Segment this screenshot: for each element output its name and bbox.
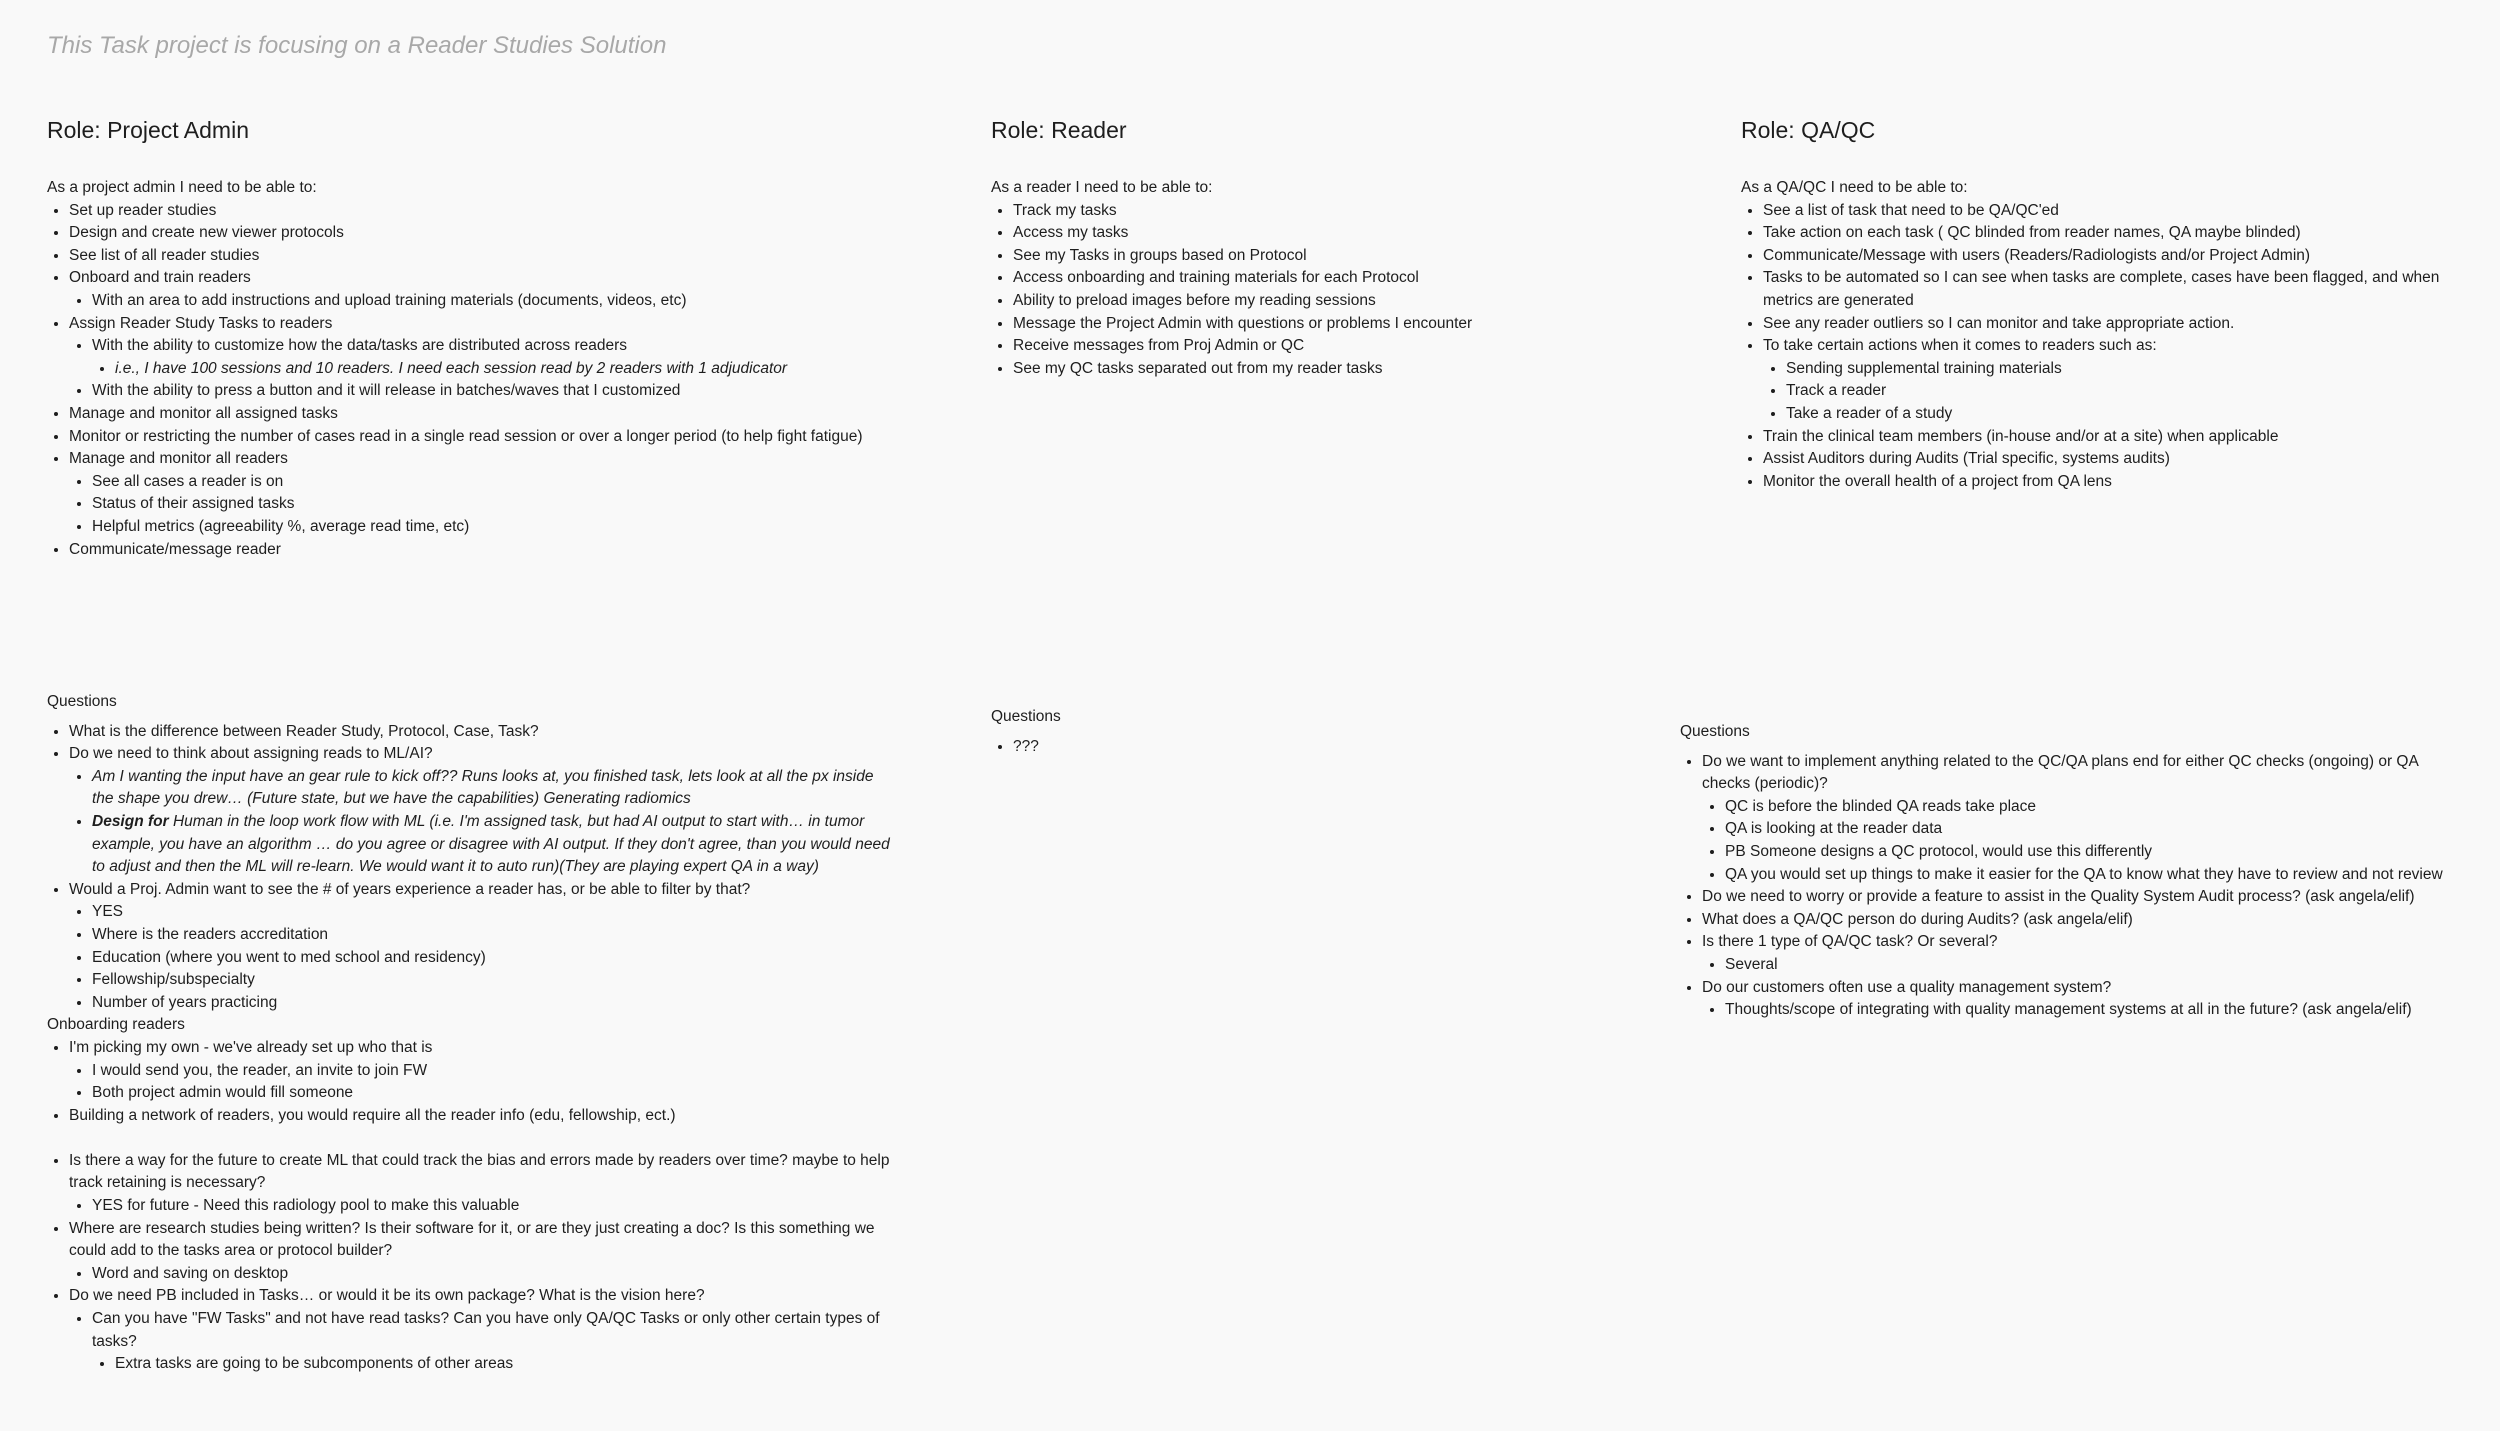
- role-reader-intro: As a reader I need to be able to:: [991, 179, 1213, 196]
- list-item: • QA is looking at the reader data: [1725, 818, 2470, 841]
- list-item: • YES: [92, 901, 892, 924]
- list-item-text: Can you have "FW Tasks" and not have read tasks? Can you have only QA/QC Tasks or only other certain types of tasks?: [92, 1310, 880, 1350]
- list-item: • What does a QA/QC person do during Audits? (ask angela/elif): [1702, 909, 2470, 932]
- list-item: • Take a reader of a study: [1786, 403, 2471, 426]
- list-item: • What is the difference between Reader Study, Protocol, Case, Task?: [69, 721, 892, 744]
- list-item: • Take action on each task ( QC blinded from reader names, QA maybe blinded): [1763, 222, 2471, 245]
- list-item: • Communicate/Message with users (Readers/Radiologists and/or Project Admin): [1763, 245, 2471, 268]
- list-item: • Monitor the overall health of a project from QA lens: [1763, 471, 2471, 494]
- list-item: • Where is the readers accreditation: [92, 924, 892, 947]
- list-item: [1763, 335, 2471, 425]
- list-item: • Manage and monitor all assigned tasks: [69, 403, 927, 426]
- list-item-text: Is there a way for the future to create ML that could track the bias and errors made by readers over time? maybe to help track retaining is necessary?: [69, 1151, 890, 1192]
- list-item: [69, 743, 892, 879]
- list-item: [69, 1037, 892, 1105]
- list-item-text: Human in the loop work flow with ML (i.e. I'm assigned task, but had AI output to start with… in tumor example, you have an algorithm … do you agree or disagree with AI output. If they don't agree, than you would need to adjust and then the ML will re-learn. We would want it to auto run)(They are playing expert QA in a way): [92, 812, 890, 876]
- onboarding-heading: Onboarding readers: [47, 1016, 185, 1034]
- list-item: [69, 448, 927, 538]
- list-item: • Building a network of readers, you would require all the reader info (edu, fellowship, ect.): [69, 1105, 892, 1128]
- role-qa-intro: As a QA/QC I need to be able to:: [1741, 179, 1968, 196]
- list-item: • Track my tasks: [1013, 200, 1551, 223]
- list-item: • Access onboarding and training materials for each Protocol: [1013, 267, 1551, 290]
- list-item: • Communicate/message reader: [69, 539, 927, 562]
- admin-questions-list: [47, 721, 892, 1015]
- list-item: [69, 1150, 892, 1218]
- list-item-text: Do we want to implement anything related to the QC/QA plans end for either QC checks (ongoing) or QA checks (periodic)?: [1702, 752, 2418, 793]
- list-item: • See a list of task that need to be QA/QC'ed: [1763, 200, 2471, 223]
- role-admin-title: Role: Project Admin: [47, 117, 249, 143]
- list-item: • With an area to add instructions and upload training materials (documents, videos, etc): [92, 290, 927, 313]
- list-item: [1702, 751, 2470, 887]
- role-admin-intro: As a project admin I need to be able to:: [47, 179, 317, 196]
- list-item: • Receive messages from Proj Admin or QC: [1013, 335, 1551, 358]
- role-reader-section: [991, 115, 1551, 380]
- list-item: [92, 335, 927, 380]
- list-item: • QA you would set up things to make it easier for the QA to know what they have to review and not review: [1725, 864, 2470, 887]
- list-item: • Sending supplemental training materials: [1786, 358, 2471, 381]
- onboarding-list: [47, 1037, 892, 1127]
- questions-heading: Questions: [47, 693, 117, 710]
- reader-needs-list: [991, 200, 1551, 381]
- list-item-text: Do our customers often use a quality management system?: [1702, 978, 2112, 996]
- list-item-text: Do we need to think about assigning reads to ML/AI?: [69, 745, 433, 763]
- list-item: • Tasks to be automated so I can see when tasks are complete, cases have been flagged, and when metrics are generated: [1763, 267, 2471, 312]
- future-questions-list: [47, 1150, 892, 1376]
- page-subtitle: This Task project is focusing on a Reader Studies Solution: [47, 32, 667, 59]
- list-item: [92, 811, 892, 879]
- list-item-text: With the ability to customize how the data/tasks are distributed across readers: [92, 337, 627, 355]
- list-item: • Ability to preload images before my reading sessions: [1013, 290, 1551, 313]
- reader-questions-section: [991, 706, 1391, 758]
- role-qa-title: Role: QA/QC: [1741, 117, 1876, 143]
- list-item: [69, 313, 927, 403]
- list-item-text: Do we need PB included in Tasks… or would it be its own package? What is the vision here?: [69, 1287, 705, 1305]
- list-item: [1702, 977, 2470, 1022]
- qa-questions-section: [1680, 721, 2470, 1022]
- list-item-text: Assign Reader Study Tasks to readers: [69, 314, 333, 332]
- list-item: • Message the Project Admin with questions or problems I encounter: [1013, 313, 1551, 336]
- list-item-text: Would a Proj. Admin want to see the # of years experience a reader has, or be able to filter by that?: [69, 880, 751, 898]
- list-item: • Track a reader: [1786, 380, 2471, 403]
- list-item: • Helpful metrics (agreeability %, average read time, etc): [92, 516, 927, 539]
- list-item: • ???: [1013, 736, 1391, 759]
- role-reader-title: Role: Reader: [991, 117, 1127, 143]
- list-item: • Train the clinical team members (in-house and/or at a site) when applicable: [1763, 426, 2471, 449]
- list-item: • YES for future - Need this radiology pool to make this valuable: [92, 1195, 892, 1218]
- list-item: • Set up reader studies: [69, 200, 927, 223]
- questions-heading: Questions: [1680, 723, 1750, 740]
- reader-questions-list: [991, 736, 1391, 759]
- list-item: [69, 267, 927, 312]
- list-item: • Education (where you went to med school and residency): [92, 947, 892, 970]
- list-item: • QC is before the blinded QA reads take place: [1725, 796, 2470, 819]
- list-item: • i.e., I have 100 sessions and 10 readers. I need each session read by 2 readers with 1 adjudicator: [115, 358, 927, 381]
- list-item: • See my QC tasks separated out from my reader tasks: [1013, 358, 1551, 381]
- list-item: [69, 1218, 892, 1286]
- list-item-text: Where are research studies being written? Is their software for it, or are they just creating a doc? Is this something we could add to the tasks area or protocol builder?: [69, 1219, 875, 1260]
- list-item-text: Manage and monitor all readers: [69, 450, 288, 468]
- role-admin-section: [47, 115, 927, 561]
- list-item: • With the ability to press a button and it will release in batches/waves that I customized: [92, 380, 927, 403]
- list-item: • Am I wanting the input have an gear rule to kick off?? Runs looks at, you finished task, lets look at all the px inside the shape you drew… (Future state, but we have the capabilities) Generating radiomics: [92, 766, 892, 811]
- list-item: • Extra tasks are going to be subcomponents of other areas: [115, 1353, 892, 1376]
- list-item: • See list of all reader studies: [69, 245, 927, 268]
- list-item: • Assist Auditors during Audits (Trial specific, systems audits): [1763, 448, 2471, 471]
- list-item: • See my Tasks in groups based on Protocol: [1013, 245, 1551, 268]
- qa-questions-list: [1680, 751, 2470, 1022]
- admin-questions-section: [47, 691, 892, 1376]
- list-item: • I would send you, the reader, an invite to join FW: [92, 1060, 892, 1083]
- role-qa-section: [1741, 115, 2471, 493]
- qa-needs-list: [1741, 200, 2471, 494]
- list-item-text: To take certain actions when it comes to readers such as:: [1763, 337, 2157, 355]
- list-item: [69, 1285, 892, 1375]
- list-item: • Design and create new viewer protocols: [69, 222, 927, 245]
- list-item-text: I'm picking my own - we've already set up who that is: [69, 1038, 433, 1056]
- list-item: • Access my tasks: [1013, 222, 1551, 245]
- list-item-text: Is there 1 type of QA/QC task? Or several?: [1702, 933, 1998, 951]
- list-item: • Do we need to worry or provide a feature to assist in the Quality System Audit process? (ask angela/elif): [1702, 886, 2470, 909]
- list-item-text: Onboard and train readers: [69, 269, 251, 287]
- list-item: • Thoughts/scope of integrating with quality management systems at all in the future? (ask angela/elif): [1725, 999, 2470, 1022]
- list-item: • See all cases a reader is on: [92, 471, 927, 494]
- list-item: • Several: [1725, 954, 2470, 977]
- list-item: • PB Someone designs a QC protocol, would use this differently: [1725, 841, 2470, 864]
- list-item: [69, 879, 892, 1015]
- list-item: [92, 1308, 892, 1376]
- list-item: • See any reader outliers so I can monitor and take appropriate action.: [1763, 313, 2471, 336]
- list-item: • Monitor or restricting the number of cases read in a single read session or over a longer period (to help fight fatigue): [69, 426, 927, 449]
- list-item: • Fellowship/subspecialty: [92, 969, 892, 992]
- list-item: • Word and saving on desktop: [92, 1263, 892, 1286]
- list-item: [1702, 931, 2470, 976]
- list-item-bold-text: Design for: [92, 812, 169, 830]
- list-item: • Status of their assigned tasks: [92, 493, 927, 516]
- list-item: • Number of years practicing: [92, 992, 892, 1015]
- questions-heading: Questions: [991, 708, 1061, 725]
- admin-needs-list: [47, 200, 927, 562]
- list-item: • Both project admin would fill someone: [92, 1082, 892, 1105]
